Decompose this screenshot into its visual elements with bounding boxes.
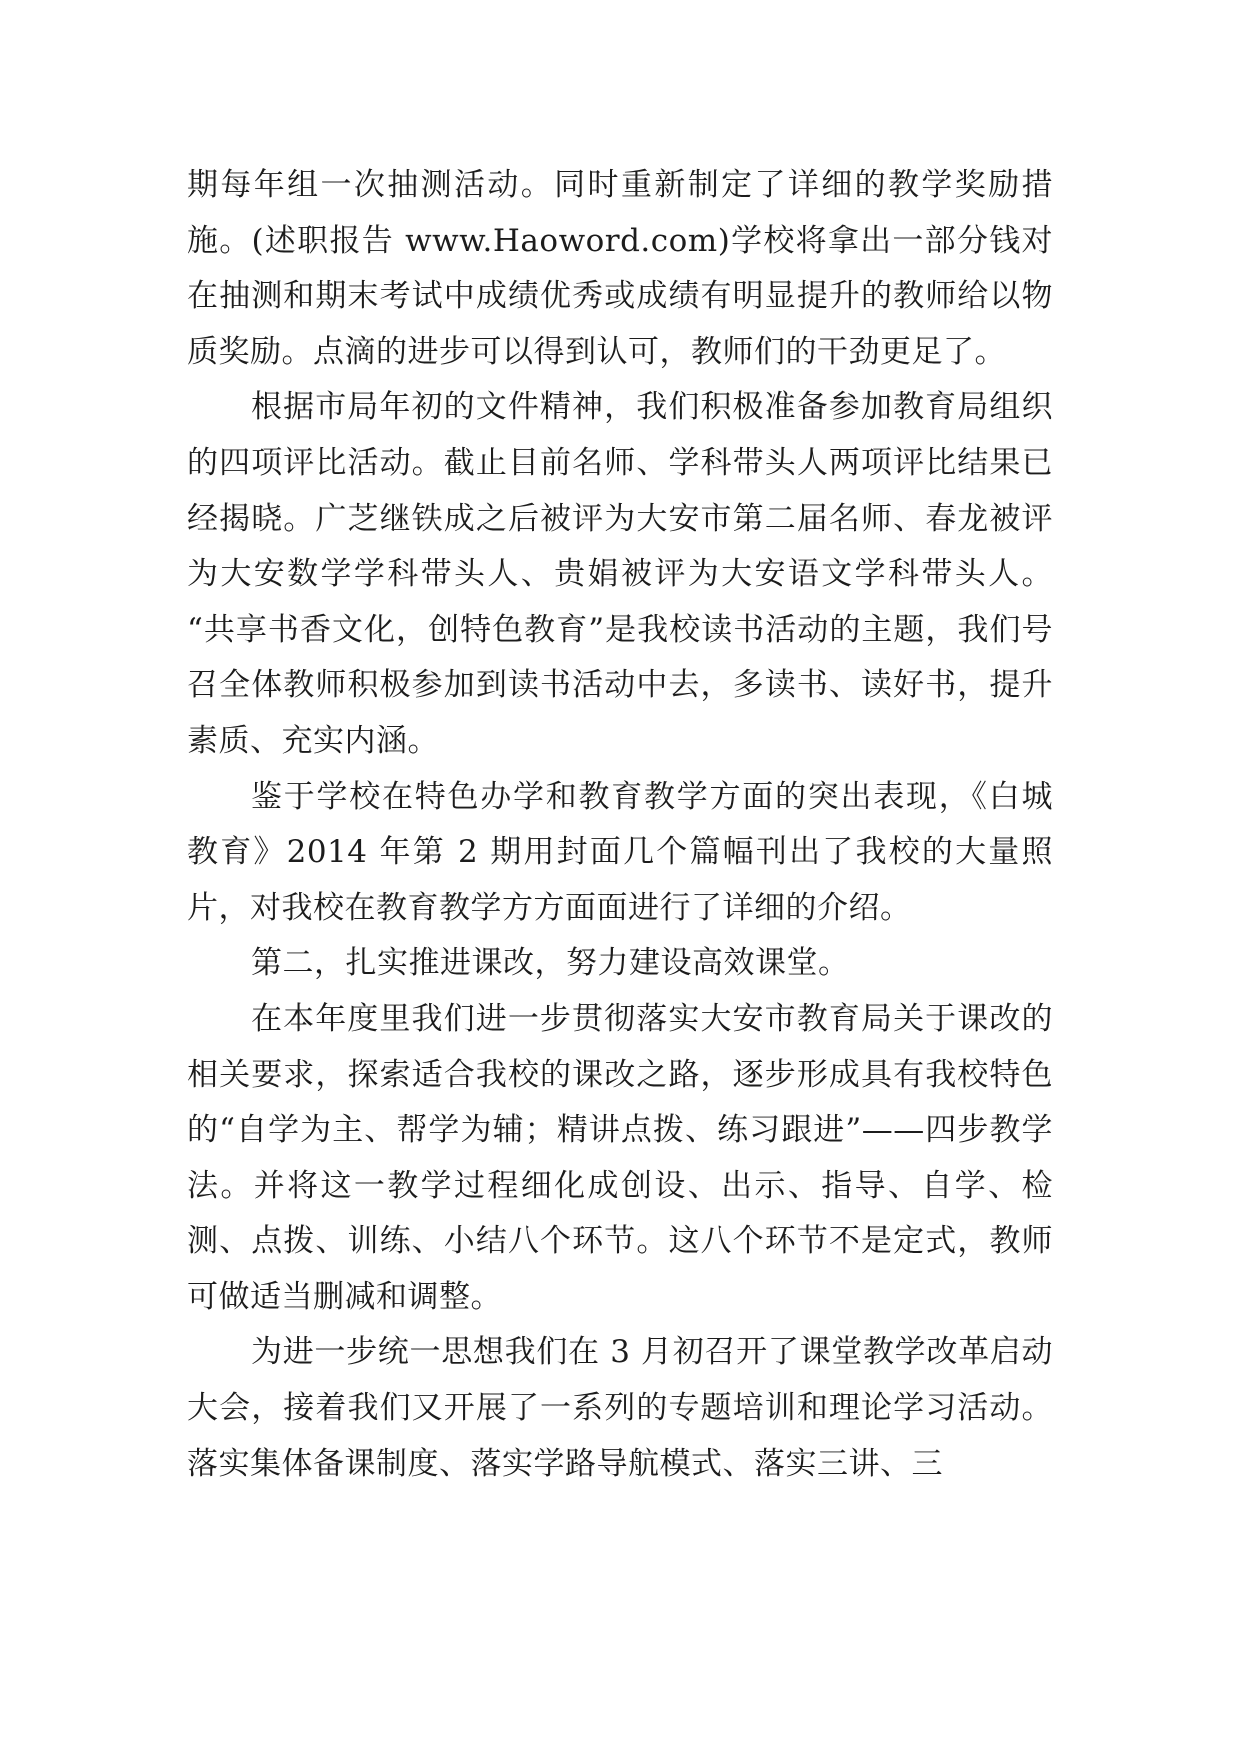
paragraph-1: 期每年组一次抽测活动。同时重新制定了详细的教学奖励措施。(述职报告 www.Haoword.com)学校将拿出一部分钱对在抽测和期末考试中成绩优秀或成绩有明显提升的教师给以物质奖励。点滴的进步可以得到认可，教师们的干劲更足了。 [187,167,1053,370]
body-text [187,158,1053,1492]
section-heading-2: 第二，扎实推进课改，努力建设高效课堂。 [251,945,850,982]
paragraph-3: 鉴于学校在特色办学和教育教学方面的突出表现，《白城教育》2014 年第 2 期用封面几个篇幅刊出了我校的大量照片，对我校在教育教学方方面面进行了详细的介绍。 [187,778,1053,926]
paragraph-4: 在本年度里我们进一步贯彻落实大安市教育局关于课改的相关要求，探索适合我校的课改之路，逐步形成具有我校特色的“自学为主、帮学为辅；精讲点拨、练习跟进”——四步教学法。并将这一教学过程细化成创设、出示、指导、自学、检测、点拨、训练、小结八个环节。这八个环节不是定式，教师可做适当删减和调整。 [187,1000,1053,1315]
paragraph-5: 为进一步统一思想我们在 3 月初召开了课堂教学改革启动大会，接着我们又开展了一系列的专题培训和理论学习活动。落实集体备课制度、落实学路导航模式、落实三讲、三 [187,1334,1053,1482]
paragraph-2: 根据市局年初的文件精神，我们积极准备参加教育局组织的四项评比活动。截止目前名师、学科带头人两项评比结果已经揭晓。广芝继铁成之后被评为大安市第二届名师、春龙被评为大安数学学科带头人、贵娟被评为大安语文学科带头人。 “共享书香文化，创特色教育”是我校读书活动的主题，我们号召全体教师积极参加到读书活动中去，多读书、读好书，提升素质、充实内涵。 [187,389,1053,759]
